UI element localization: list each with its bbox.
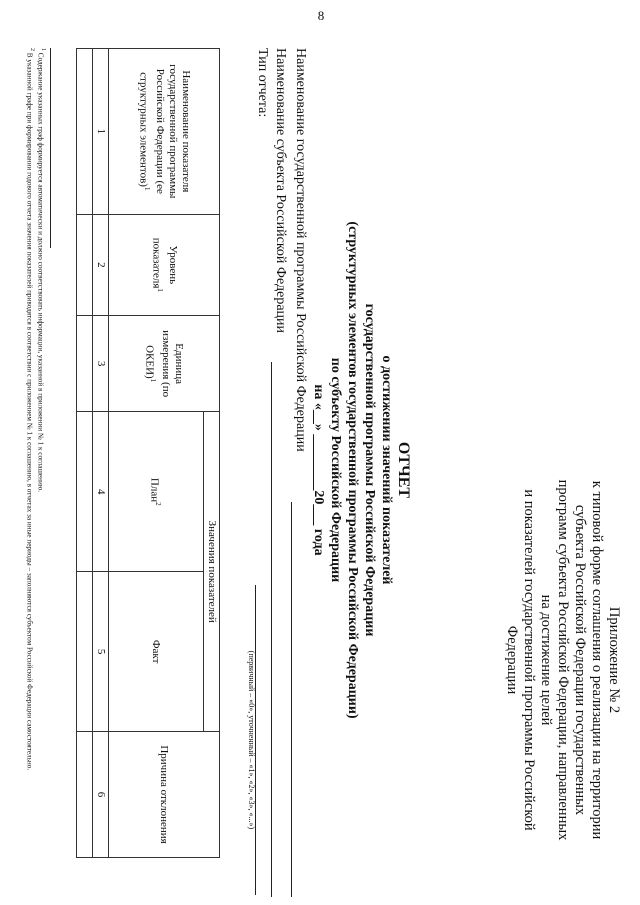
subject-name-label: Наименование субъекта Российской Федерации — [273, 48, 288, 334]
table-header-row — [204, 49, 220, 858]
indicators-table — [76, 48, 220, 858]
subject-name-line[interactable] — [271, 362, 272, 897]
header-deviation-reason: Причина отклонения — [109, 732, 220, 858]
page-number: 8 — [317, 8, 325, 23]
column-number: 4 — [93, 412, 109, 572]
report-date-line: на «__» ________20___ года — [311, 384, 326, 556]
table-row — [77, 49, 93, 858]
column-number: 1 — [93, 49, 109, 215]
appendix-line: к типовой форме соглашения о реализации на территории — [589, 480, 605, 840]
report-subtitle-line: по субъекту Российской Федерации — [328, 357, 343, 583]
header-plan: План$^2$ — [109, 412, 204, 572]
footnote-2: $^2$ В указанной графе при формировании годового отчета значения показателей приводятся в соответствии с приложением № 1 к соглашению, в отчетах за иные периоды – заполняются субъектом Российской Федерации самостоятельно. — [25, 48, 35, 771]
appendix-line: субъекта Российской Федерации государственных — [572, 504, 588, 816]
report-type-label: Тип отчета: — [255, 48, 270, 118]
column-number: 6 — [93, 732, 109, 858]
appendix-title: Приложение № 2 — [606, 606, 622, 714]
footnotes-block — [24, 48, 47, 898]
table-cell[interactable] — [77, 214, 93, 315]
report-title: ОТЧЕТ — [395, 441, 412, 499]
report-title-block — [310, 190, 412, 750]
table-cell[interactable] — [77, 412, 93, 572]
program-name-line[interactable] — [291, 502, 292, 897]
table-cell[interactable] — [77, 49, 93, 215]
appendix-line: Федерации — [504, 625, 520, 695]
table-cell[interactable] — [77, 315, 93, 411]
appendix-line: программ субъекта Российской Федерации, направленных — [555, 479, 571, 841]
report-type-hint: (первичный – «0», уточненный – «1», «2», «3», «...») — [247, 650, 256, 830]
header-values-group: Значения показателей — [204, 412, 220, 732]
appendix-line: и показателей государственной программы Российской — [521, 489, 537, 831]
column-number: 2 — [93, 214, 109, 315]
column-number: 3 — [93, 315, 109, 411]
column-number: 5 — [93, 572, 109, 732]
header-fact: Факт — [109, 572, 204, 732]
footnote-1: $^1$ Содержание указанных граф формируется автоматически и должно соответствовать информации, указанной в приложении № 1 к соглашению. — [36, 48, 46, 492]
footnote-divider — [50, 48, 51, 248]
appendix-block — [503, 460, 622, 860]
table-cell[interactable] — [77, 572, 93, 732]
report-subtitle-line: государственной программы Российской Федерации — [362, 303, 377, 637]
header-indicator-level: Уровень показателя$^1$ — [109, 214, 220, 315]
report-subtitle-line: (структурных элементов государственной программы Российской Федерации) — [345, 221, 360, 719]
rotated-sheet — [10, 40, 630, 905]
program-name-label: Наименование государственной программы Российской Федерации — [293, 48, 308, 452]
header-indicator-name: Наименование показателя государственной программы Российской Федерации (ее структурных элементов)$^1$ — [109, 49, 220, 215]
report-subtitle-line: о достижении значений показателей — [379, 355, 394, 585]
table-cell[interactable] — [77, 732, 93, 858]
header-unit: Единица измерения (по ОКЕИ)$^1$ — [109, 315, 220, 411]
appendix-line: на достижение целей — [538, 594, 554, 726]
table-number-row — [93, 49, 109, 858]
